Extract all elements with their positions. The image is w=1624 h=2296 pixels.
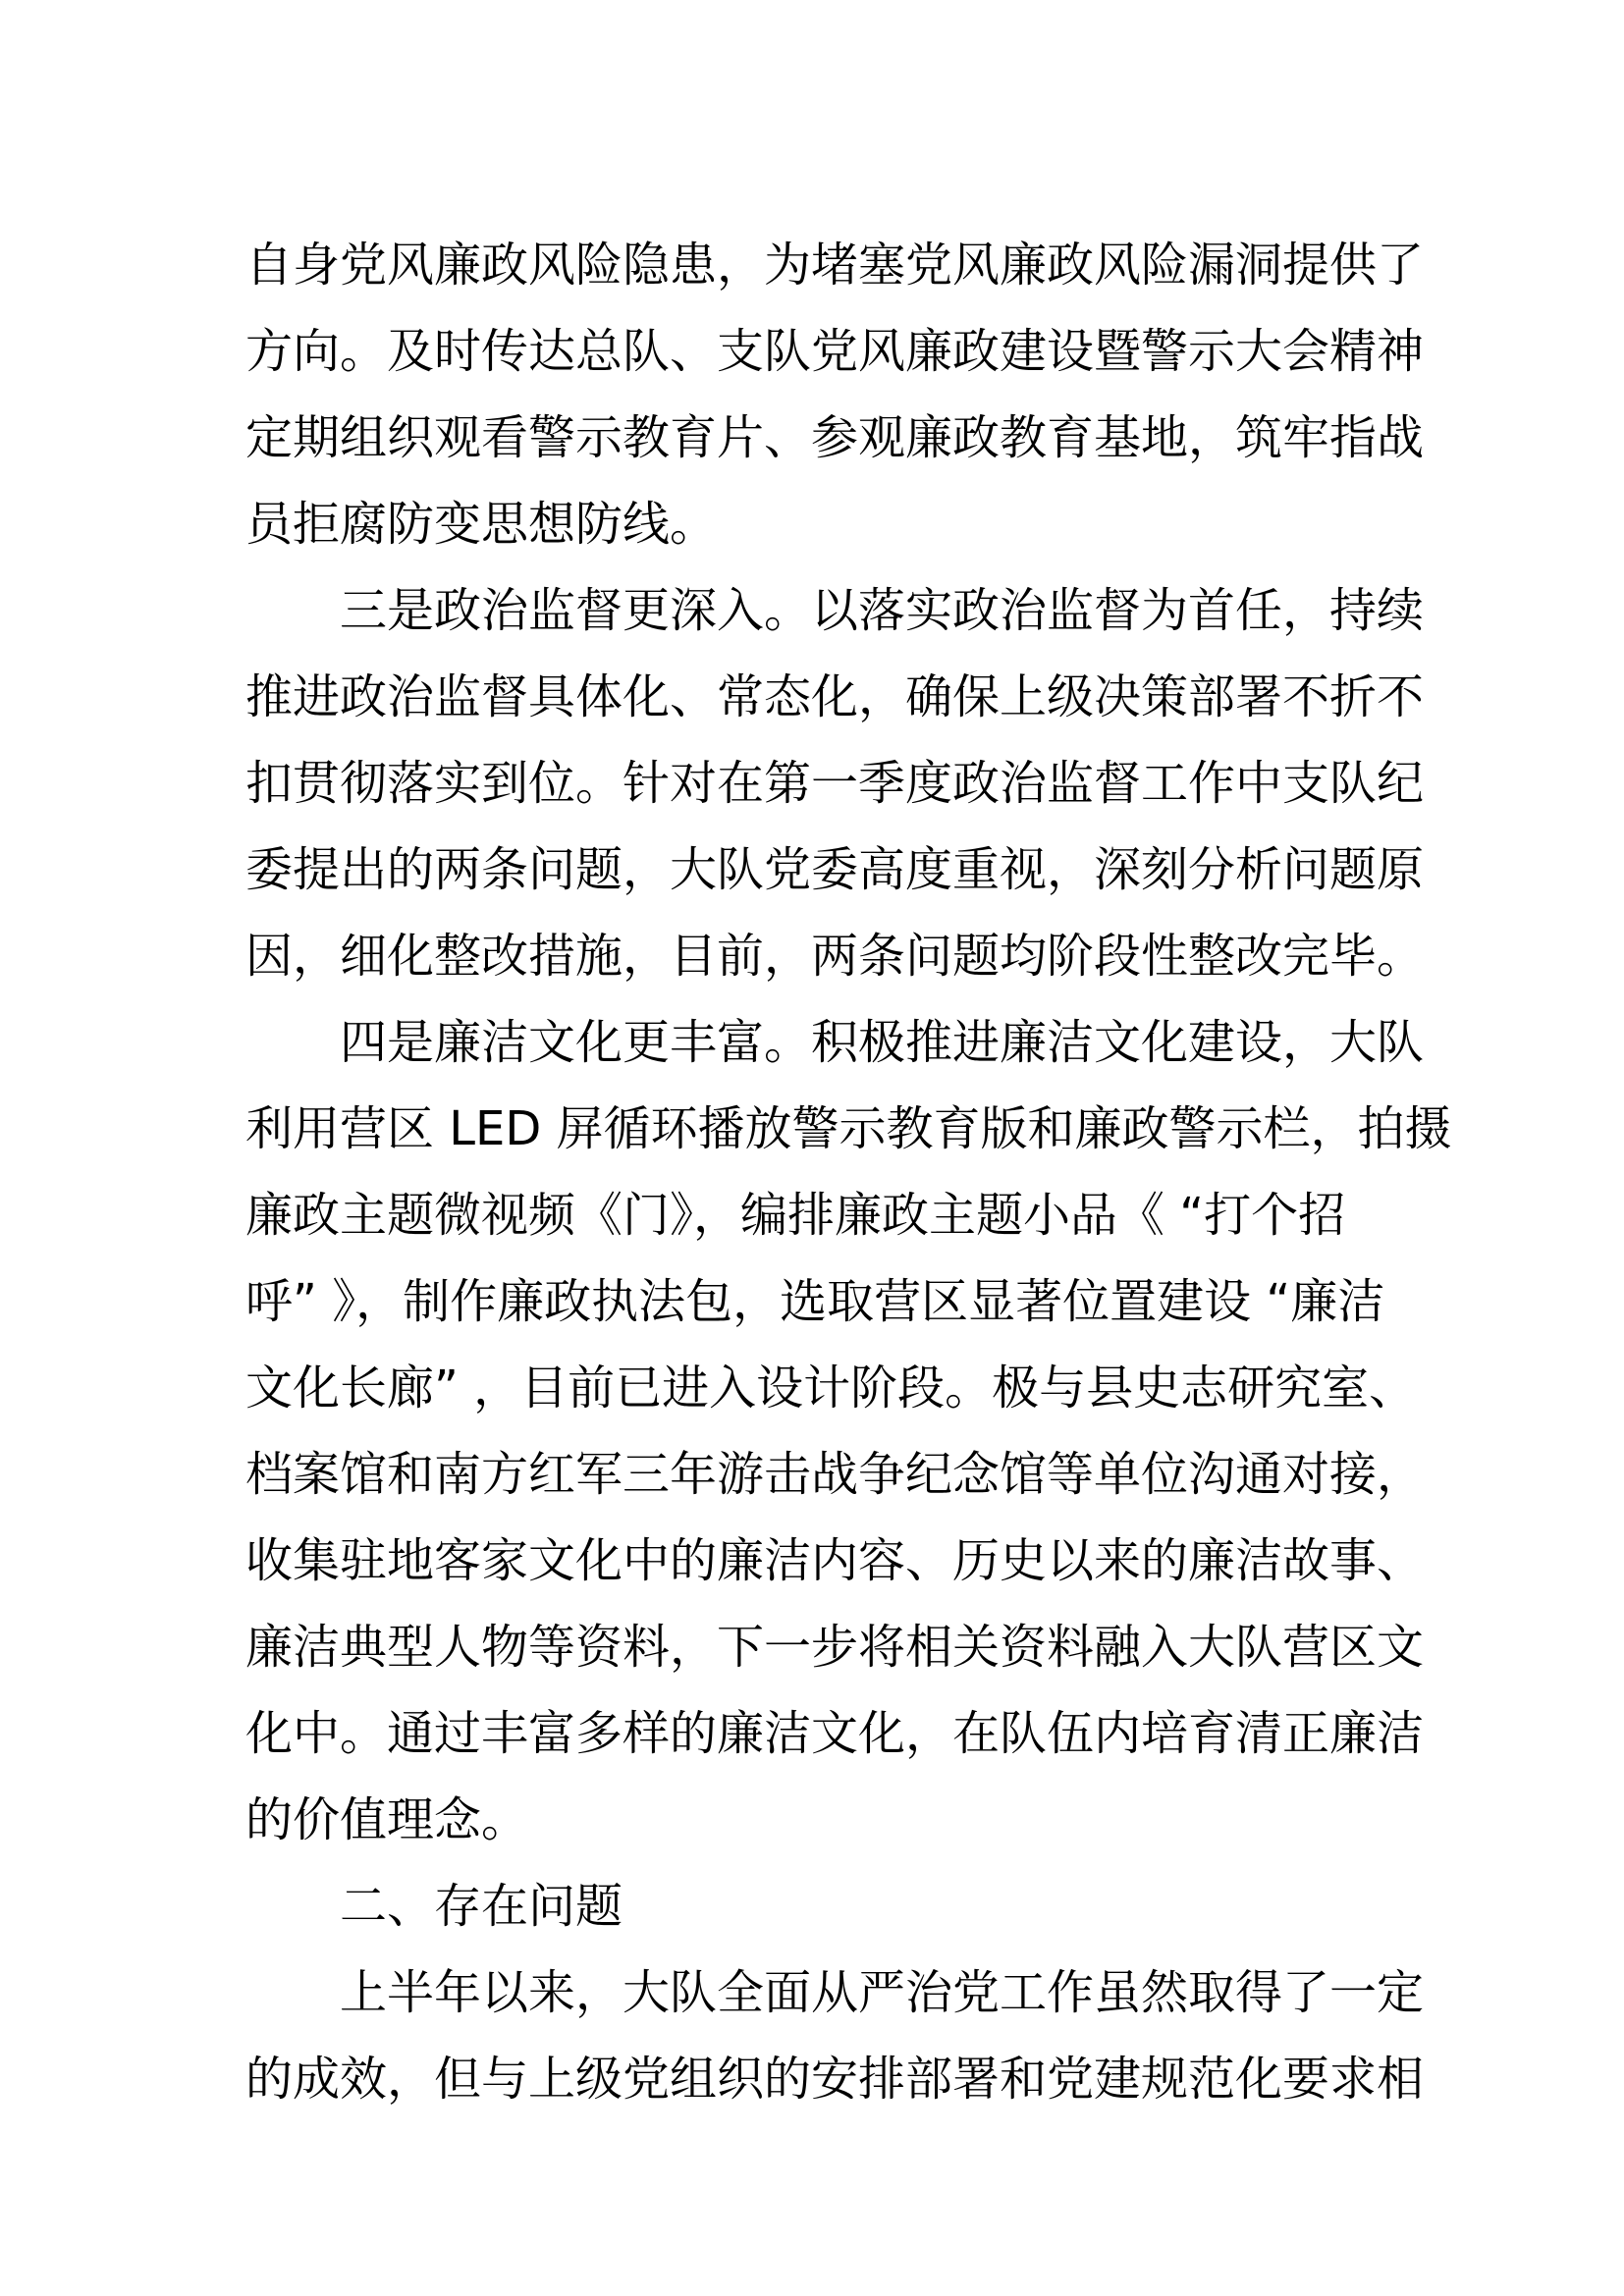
text-line: 廉洁典型人物等资料，下一步将相关资料融入大队营区文 (245, 1620, 1425, 1675)
text-line: 四是廉洁文化更丰富。积极推进廉洁文化建设，大队 (340, 1015, 1425, 1070)
text-line: 自身党风廉政风险隐患，为堵塞党风廉政风险漏洞提供了 (245, 238, 1425, 293)
text-line: 廉政主题微视频《门》，编排廉政主题小品《 “打个招 (245, 1188, 1346, 1243)
text-line: 的成效，但与上级党组织的安排部署和党建规范化要求相 (245, 2052, 1425, 2107)
text-line: 员拒腐防变思想防线。 (245, 497, 718, 552)
text-line: 定期组织观看警示教育片、参观廉政教育基地，筑牢指战 (245, 410, 1425, 465)
text-line: 化中。通过丰富多样的廉洁文化，在队伍内培育清正廉洁 (245, 1706, 1425, 1761)
text-line: 三是政治监督更深入。以落实政治监督为首任，持续 (340, 583, 1425, 638)
text-line: 扣贯彻落实到位。针对在第一季度政治监督工作中支队纪 (245, 756, 1425, 811)
text-line: 呼” 》，制作廉政执法包，选取营区显著位置建设 “廉洁 (245, 1274, 1385, 1329)
text-line: 的价值理念。 (245, 1792, 529, 1847)
text-line: 利用营区 LED 屏循环播放警示教育版和廉政警示栏，拍摄 (245, 1101, 1452, 1156)
paragraph-integrity-culture (245, 999, 1452, 1863)
section-heading-existing-problems (245, 1863, 1394, 1949)
paragraph-risk-prevention (245, 222, 1425, 567)
paragraph-problems-intro (245, 1949, 1425, 2122)
text-line: 档案馆和南方红军三年游击战争纪念馆等单位沟通对接， (245, 1447, 1425, 1502)
document-page (245, 222, 1452, 2122)
text-line: 推进政治监督具体化、常态化，确保上级决策部署不折不 (245, 669, 1425, 724)
text-line: 文化长廊” ，目前已进入设计阶段。极与县史志研究室、 (245, 1361, 1417, 1415)
text-line: 上半年以来，大队全面从严治党工作虽然取得了一定 (340, 1965, 1425, 2020)
section-heading: 二、存在问题 (340, 1879, 623, 1934)
text-line: 因，细化整改措施，目前，两条问题均阶段性整改完毕。 (245, 929, 1425, 984)
text-line: 收集驻地客家文化中的廉洁内容、历史以来的廉洁故事、 (245, 1533, 1425, 1588)
text-line: 方向。及时传达总队、支队党风廉政建设暨警示大会精神 (245, 324, 1425, 379)
paragraph-political-supervision (245, 567, 1425, 999)
text-line: 委提出的两条问题，大队党委高度重视，深刻分析问题原 (245, 842, 1425, 897)
